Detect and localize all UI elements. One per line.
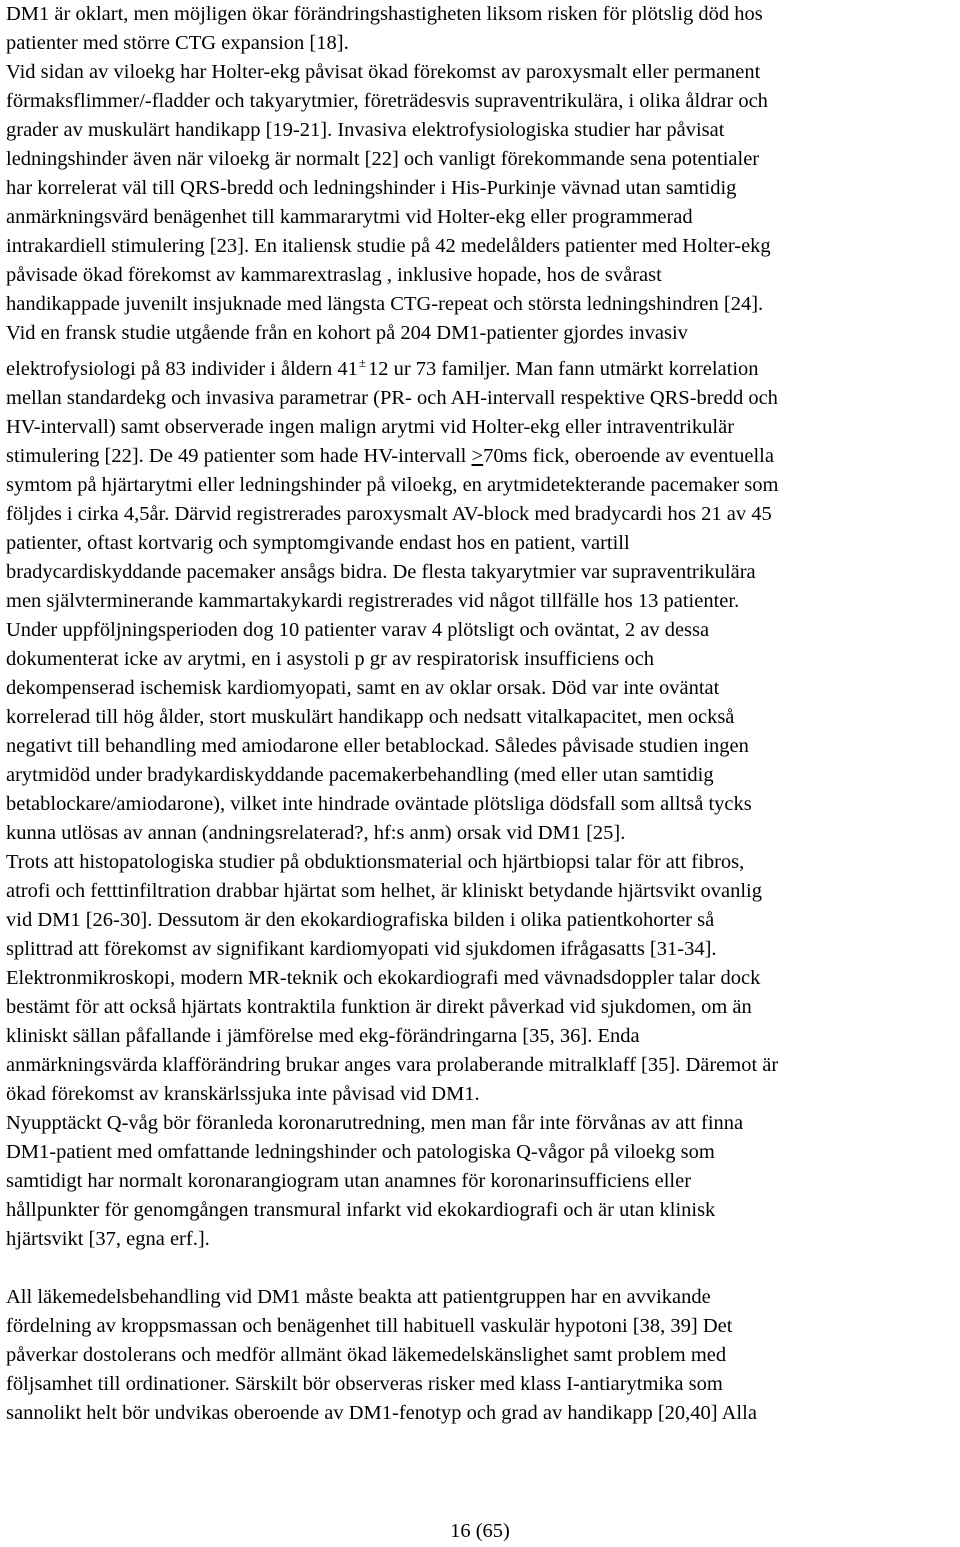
text-line: mellan standardekg och invasiva parametrar (PR- och AH-intervall respektive QRS-bredd och <box>6 387 778 409</box>
text-line: vid DM1 [26-30]. Dessutom är den ekokardiografiska bilden i olika patientkohorter så <box>6 909 715 931</box>
plus-minus-sign: ± <box>358 355 366 370</box>
text-line: Vid sidan av viloekg har Holter-ekg påvisat ökad förekomst av paroxysmalt eller permanent <box>6 61 761 83</box>
text-line: korrelerad till hög ålder, stort muskulärt handikapp och nedsatt vitalkapacitet, men också <box>6 706 735 728</box>
text-line: intrakardiell stimulering [23]. En italiensk studie på 42 medelålders patienter med Holter-ekg <box>6 235 771 257</box>
text-line: förmaksflimmer/-fladder och takyarytmier, företrädesvis supraventrikulära, i olika åldrar och <box>6 90 768 112</box>
text-line <box>6 348 956 384</box>
text-line: patienter med större CTG expansion [18]. <box>6 32 349 54</box>
text-line: negativt till behandling med amiodarone eller betablockad. Således påvisade studien ingen <box>6 735 749 757</box>
text-line: arytmidöd under bradykardiskyddande pacemakerbehandling (med eller utan samtidig <box>6 764 714 786</box>
text-line: påverkar dostolerans och medför allmänt ökad läkemedelskänslighet samt problem med <box>6 1344 727 1366</box>
text-line: men självterminerande kammartakykardi registrerades vid något tillfälle hos 13 patienter. <box>6 590 740 612</box>
text-line: Trots att histopatologiska studier på obduktionsmaterial och hjärtbiopsi talar för att fibros, <box>6 851 745 873</box>
body-text <box>6 0 956 1428</box>
text-segment: stimulering [22]. De 49 patienter som hade HV-intervall <box>6 445 472 467</box>
text-line: All läkemedelsbehandling vid DM1 måste beakta att patientgruppen har en avvikande <box>6 1286 711 1308</box>
text-line: har korrelerat väl till QRS-bredd och ledningshinder i His-Purkinje vävnad utan samtidig <box>6 177 737 199</box>
text-line: kliniskt sällan påfallande i jämförelse med ekg-förändringarna [35, 36]. Enda <box>6 1025 640 1047</box>
text-line: HV-intervall) samt observerade ingen malign arytmi vid Holter-ekg eller intraventrikulär <box>6 416 735 438</box>
text-line: bestämt för att också hjärtats kontraktila funktion är direkt påverkad vid sjukdomen, om än <box>6 996 752 1018</box>
text-line: handikappade juvenilt insjuknade med längsta CTG-repeat och största ledningshindren [24]. <box>6 293 764 315</box>
text-line: Vid en fransk studie utgående från en kohort på 204 DM1-patienter gjordes invasiv <box>6 322 688 344</box>
text-line: samtidigt har normalt koronarangiogram utan anamnes för koronarinsufficiens eller <box>6 1170 692 1192</box>
text-line: Under uppföljningsperioden dog 10 patienter varav 4 plötsligt och oväntat, 2 av dessa <box>6 619 710 641</box>
text-line: Elektronmikroskopi, modern MR-teknik och ekokardiografi med vävnadsdoppler talar dock <box>6 967 761 989</box>
text-line: sannolikt helt bör undvikas oberoende av DM1-fenotyp och grad av handikapp [20,40] Alla <box>6 1402 757 1424</box>
text-line: kunna utlösas av annan (andningsrelaterad?, hf:s anm) orsak vid DM1 [25]. <box>6 822 626 844</box>
greater-equal-sign: > <box>471 445 484 467</box>
text-line: patienter, oftast kortvarig och symptomgivande endast hos en patient, vartill <box>6 532 630 554</box>
text-line: ledningshinder även när viloekg är normalt [22] och vanligt förekommande sena potentialer <box>6 148 760 170</box>
text-line: följsamhet till ordinationer. Särskilt bör observeras risker med klass I-antiarytmika som <box>6 1373 723 1395</box>
text-segment: 70ms fick, oberoende av eventuella <box>483 445 774 467</box>
text-line: hjärtsvikt [37, egna erf.]. <box>6 1228 210 1250</box>
text-line: grader av muskulärt handikapp [19-21]. Invasiva elektrofysiologiska studier har påvisat <box>6 119 725 141</box>
text-segment: elektrofysiologi på 83 individer i åldern 41 <box>6 358 358 380</box>
text-line <box>6 442 956 471</box>
text-line: betablockare/amiodarone), vilket inte hindrade oväntade plötsliga dödsfall som alltså tycks <box>6 793 752 815</box>
text-line: påvisade ökad förekomst av kammarextraslag , inklusive hopade, hos de svårast <box>6 264 662 286</box>
text-line: symtom på hjärtarytmi eller ledningshinder på viloekg, en arytmidetekterande pacemaker som <box>6 474 779 496</box>
text-line: fördelning av kroppsmassan och benägenhet till habituell vaskulär hypotoni [38, 39] Det <box>6 1315 733 1337</box>
text-line: dekompenserad ischemisk kardiomyopati, samt en av oklar orsak. Död var inte oväntat <box>6 677 720 699</box>
text-line: Nyupptäckt Q-våg bör föranleda koronarutredning, men man får inte förvånas av att finna <box>6 1112 744 1134</box>
text-line: bradycardiskyddande pacemaker ansågs bidra. De flesta takyarytmier var supraventrikulära <box>6 561 756 583</box>
text-line: hållpunkter för genomgången transmural infarkt vid ekokardiografi och är utan klinisk <box>6 1199 716 1221</box>
text-line: ökad förekomst av kranskärlssjuka inte påvisad vid DM1. <box>6 1083 480 1105</box>
text-line: följdes i cirka 4,5år. Därvid registrerades paroxysmalt AV-block med bradycardi hos 21 av 45 <box>6 503 772 525</box>
text-line: anmärkningsvärda klafförändring brukar anges vara prolaberande mitralklaff [35]. Däremot är <box>6 1054 779 1076</box>
text-line: atrofi och fetttinfiltration drabbar hjärtat som helhet, är kliniskt betydande hjärtsvikt ovanlig <box>6 880 763 902</box>
text-line: anmärkningsvärd benägenhet till kammararytmi vid Holter-ekg eller programmerad <box>6 206 693 228</box>
page-number: 16 (65) <box>450 1520 510 1542</box>
text-segment: 12 ur 73 familjer. Man fann utmärkt korrelation <box>367 358 759 380</box>
text-line: DM1 är oklart, men möjligen ökar förändringshastigheten liksom risken för plötslig död hos <box>6 3 763 25</box>
text-line: dokumenterat icke av arytmi, en i asystoli p gr av respiratorisk insufficiens och <box>6 648 655 670</box>
text-line: splittrad att förekomst av signifikant kardiomyopati vid sjukdomen ifrågasatts [31-34]. <box>6 938 717 960</box>
text-line: DM1-patient med omfattande ledningshinder och patologiska Q-vågor på viloekg som <box>6 1141 715 1163</box>
